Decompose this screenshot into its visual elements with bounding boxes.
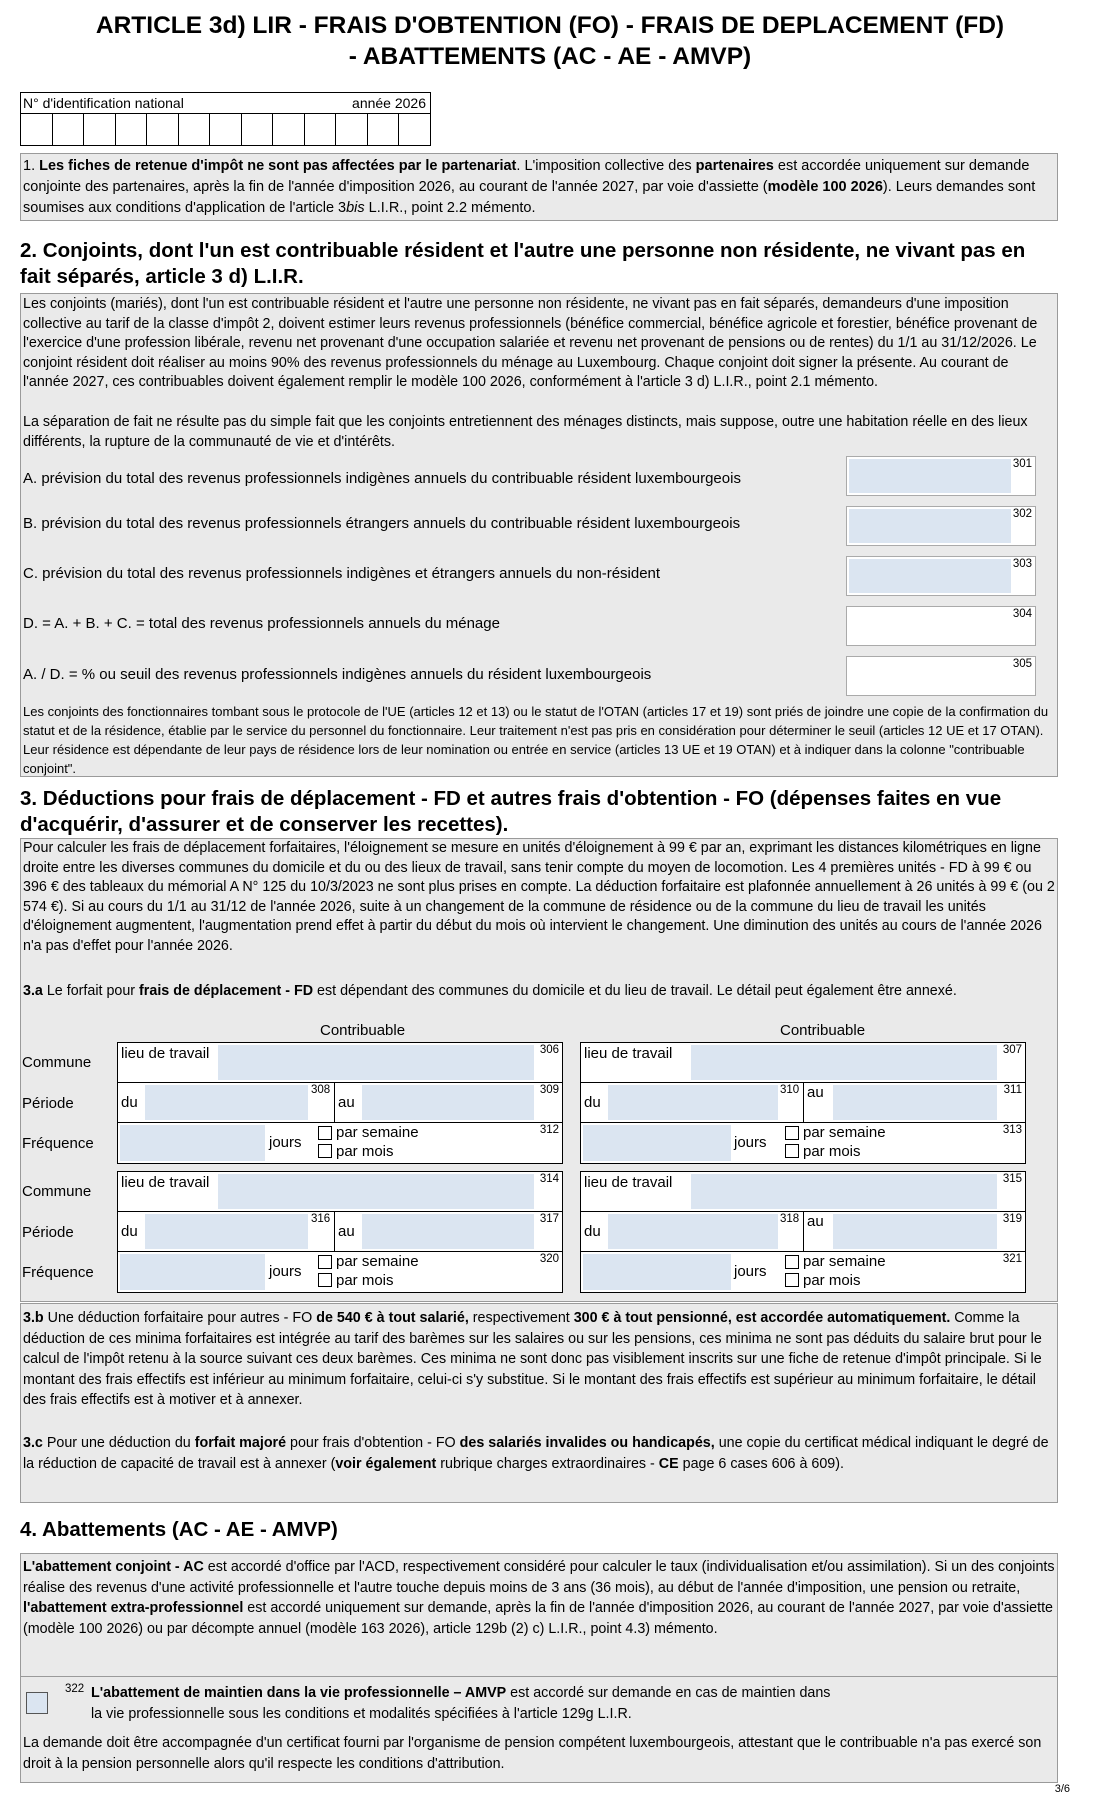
jours-label: jours xyxy=(269,1263,302,1280)
fd-row-commune xyxy=(118,1172,562,1212)
fd-row-commune xyxy=(118,1043,562,1083)
s3a-lead: 3.a xyxy=(23,983,43,999)
au-input[interactable] xyxy=(833,1214,997,1249)
s1-bold2: partenaires xyxy=(695,158,774,174)
id-cell[interactable] xyxy=(336,114,368,145)
au-label: au xyxy=(807,1213,824,1230)
field-num: 309 xyxy=(539,1084,559,1096)
s2-row-c-label: C. prévision du total des revenus professionnels indigènes et étrangers annuels du non-résident xyxy=(23,565,661,582)
fd-table-right-2 xyxy=(580,1171,1026,1293)
au-input[interactable] xyxy=(362,1214,534,1249)
lieu-label: lieu de travail xyxy=(121,1174,210,1191)
s2-field-302[interactable]: 302 xyxy=(846,506,1036,546)
mois-label: par mois xyxy=(803,1143,861,1160)
fd-row-periode xyxy=(581,1212,1025,1252)
id-cell[interactable] xyxy=(179,114,211,145)
s4-t2: est accordé uniquement sur demande, après la fin de l'année d'imposition 2026, au courant de l'année 2027, par voie d'assiette (modèle 100 2026) ou par décompte annuel (modèle 163 2026), article 129b (2) c) L.I.R., point 4.3) mémento. xyxy=(23,1600,1053,1637)
fd-table-right-1 xyxy=(580,1042,1026,1164)
s1-lead: 1. xyxy=(23,158,40,174)
field-num: 306 xyxy=(539,1044,559,1056)
par-mois-checkbox[interactable] xyxy=(785,1144,799,1158)
s3b-lead: 3.b xyxy=(23,1310,44,1326)
field-num: 319 xyxy=(1002,1213,1022,1225)
fd-row-periode xyxy=(581,1083,1025,1123)
field-num: 313 xyxy=(1002,1124,1022,1136)
s2-note: Les conjoints des fonctionnaires tombant sous le protocole de l'UE (articles 12 et 13) ou le statut de l'OTAN (articles 17 et 19) sont priés de joindre une copie de la confirmation du statut et de la résidence, établie par le service du personnel du fonctionnaire. Leur traitement n'est pas pris en considération pour déterminer le seuil (articles 12 UE et 17 OTAN). Leur résidence est dépendante de leur pays de résidence lors de leur nomination ou entrée en service (articles 13 UE et 19 OTAN) et à indiquer dans la colonne "contribuable conjoint". xyxy=(23,704,1049,776)
id-cell[interactable] xyxy=(273,114,305,145)
side-label-commune-2: Commune xyxy=(22,1183,92,1200)
side-label-commune-1: Commune xyxy=(22,1054,92,1071)
amvp-bold: L'abattement de maintien dans la vie professionnelle – AMVP xyxy=(91,1685,507,1701)
lieu-label: lieu de travail xyxy=(121,1045,210,1062)
section-3b-panel xyxy=(20,1303,1058,1439)
semaine-label: par semaine xyxy=(336,1124,419,1141)
fd-row-frequence xyxy=(581,1252,1025,1292)
col-header-right: Contribuable xyxy=(780,1022,866,1039)
amvp-num: 322 xyxy=(65,1683,85,1695)
s2-field-303[interactable]: 303 xyxy=(846,556,1036,596)
id-cell[interactable] xyxy=(399,114,430,145)
field-num: 307 xyxy=(1002,1044,1022,1056)
fd-row-periode xyxy=(118,1083,562,1123)
col-header-left: Contribuable xyxy=(320,1022,406,1039)
field-num: 308 xyxy=(311,1084,331,1096)
mois-label: par mois xyxy=(336,1143,394,1160)
field-num: 320 xyxy=(539,1253,559,1265)
id-cell[interactable] xyxy=(21,114,53,145)
amvp-note: La demande doit être accompagnée d'un certificat fourni par l'organisme de pension compétent luxembourgeois, attestant que le contribuable n'a pas exercé son droit à la pension personnelle alors qu'il respecte les conditions d'attribution. xyxy=(23,1735,1042,1772)
fd-row-frequence xyxy=(118,1252,562,1292)
field-num: 315 xyxy=(1002,1173,1022,1185)
section-4-heading: 4. Abattements (AC - AE - AMVP) xyxy=(20,1518,338,1541)
section-3-heading: 3. Déductions pour frais de déplacement - FD et autres frais d'obtention - FO (dépenses faites en vue d'acquérir, d'assurer et de conserver les recettes). xyxy=(20,787,1002,836)
s2-row-ad-label: A. / D. = % ou seuil des revenus professionnels indigènes annuels du résident luxembourgeois xyxy=(23,666,652,683)
s3a-t1: Le forfait pour xyxy=(42,983,140,999)
section-3c-panel xyxy=(20,1427,1058,1503)
au-label: au xyxy=(338,1223,355,1240)
s2-row-d-label: D. = A. + B. + C. = total des revenus professionnels annuels du ménage xyxy=(23,615,500,632)
s1-t1: . L'imposition collective des xyxy=(516,158,696,174)
id-cell[interactable] xyxy=(116,114,148,145)
amvp-line-2: la vie professionnelle sous les conditions et modalités spécifiées à l'article 129g L.I.R. xyxy=(91,1706,632,1722)
section-4-panel xyxy=(20,1553,1058,1677)
year-label: année 2026 xyxy=(352,95,426,111)
s3c-t2: pour frais d'obtention - FO xyxy=(286,1435,460,1451)
field-num: 321 xyxy=(1002,1253,1022,1265)
semaine-label: par semaine xyxy=(803,1124,886,1141)
id-cells xyxy=(21,113,430,145)
fd-row-commune xyxy=(581,1172,1025,1212)
amvp-line-1 xyxy=(91,1683,830,1704)
s2-para1: Les conjoints (mariés), dont l'un est contribuable résident et l'autre une personne non résidente, ne vivant pas en fait séparés, demandeurs d'une imposition collective au tarif de la classe d'impôt 2, doivent estimer leurs revenus professionnels (bénéfice commercial, bénéfice agricole et forestier, bénéfice provenant de l'exercice d'une profession libérale, revenu net provenant d'une occupation salariée et revenu net provenant de pensions ou de rentes) du 1/1 au 31/12/2026. Le conjoint résident doit réaliser au moins 90% des revenus professionnels du ménage au Luxembourg. Chaque conjoint doit signer la présente. Au courant de l'année 2027, ces contribuables doivent également remplir le modèle 100 2026, conformément à l'article 3 d) L.I.R., point 2.1 mémento. xyxy=(23,296,1038,391)
s4-bold2: l'abattement extra-professionnel xyxy=(23,1600,244,1616)
s3c-bold2: des salariés invalides ou handicapés, xyxy=(459,1435,715,1451)
s3c-lead: 3.c xyxy=(23,1435,43,1451)
du-label: du xyxy=(121,1223,138,1240)
du-label: du xyxy=(584,1094,601,1111)
s3b-bold1: de 540 € à tout salarié, xyxy=(316,1310,469,1326)
jours-input[interactable] xyxy=(120,1254,265,1290)
s3c-bold1: forfait majoré xyxy=(194,1435,287,1451)
jours-input[interactable] xyxy=(583,1254,731,1290)
id-cell[interactable] xyxy=(368,114,400,145)
lieu-input[interactable] xyxy=(218,1174,534,1209)
par-semaine-checkbox[interactable] xyxy=(318,1255,332,1269)
s2-field-301[interactable]: 301 xyxy=(846,456,1036,496)
par-mois-checkbox[interactable] xyxy=(318,1273,332,1287)
id-label: N° d'identification national xyxy=(23,95,184,111)
s3-intro: Pour calculer les frais de déplacement forfaitaires, l'éloignement se mesure en unités d'éloignement à 99 € par an, exprimant les distances kilométriques en ligne droite entre les diverses communes du domicile et du ou des lieux de travail, sans tenir compte du moyen de locomotion. Les 4 premières unités - FD à 99 € ou 396 € des tableaux du mémorial A N° 125 du 10/3/2023 ne sont plus prises en compte. La déduction forfaitaire est plafonnée annuellement à 26 unités à 99 € (ou 2 574 €). Si au cours du 1/1 au 31/12 de l'année 2026, suite à un changement de la commune de résidence ou de la commune du lieu de travail les unités d'éloignement augmentent, l'augmentation prend effet à partir du début du mois où intervient le changement. Une diminution des unités au cours de l'année 2026 n'a pas d'effet pour l'année 2026. xyxy=(23,840,1055,954)
amvp-t1: est accordé sur demande en cas de maintien dans xyxy=(506,1685,831,1701)
jours-label: jours xyxy=(734,1134,767,1151)
s2-field-304[interactable]: 304 xyxy=(846,606,1036,646)
field-num: 311 xyxy=(1003,1084,1022,1096)
par-semaine-checkbox[interactable] xyxy=(785,1255,799,1269)
s3b-text xyxy=(21,1304,1057,1413)
s4-t1: est accordé d'office par l'ACD, respectivement considéré pour calculer le taux (individualisation et/ou assimilation). Si un des conjoints réalise des revenus d'une activité professionnelle et l'autre touche depuis moins de 3 ans (36 mois), au début de l'année d'imposition, une pension ou retraite, xyxy=(23,1559,1055,1596)
s3c-text xyxy=(21,1427,1057,1476)
lieu-input[interactable] xyxy=(691,1174,997,1209)
amvp-panel xyxy=(20,1677,1058,1783)
s1-t4: L.I.R., point 2.2 mémento. xyxy=(364,200,536,216)
page-title xyxy=(20,10,1080,72)
s3c-bold4: CE xyxy=(658,1455,679,1472)
title-line-1: ARTICLE 3d) LIR - FRAIS D'OBTENTION (FO) - FRAIS DE DEPLACEMENT (FD) xyxy=(95,12,1005,39)
fd-row-frequence xyxy=(581,1123,1025,1163)
au-label: au xyxy=(807,1084,824,1101)
par-semaine-checkbox[interactable] xyxy=(318,1126,332,1140)
par-semaine-checkbox[interactable] xyxy=(785,1126,799,1140)
s1-italic: bis xyxy=(346,200,365,216)
title-line-2: - ABATTEMENTS (AC - AE - AMVP) xyxy=(348,43,752,70)
field-num: 318 xyxy=(780,1213,800,1225)
side-label-frequence-2: Fréquence xyxy=(22,1264,94,1281)
s3a-t2: est dépendant des communes du domicile et du lieu de travail. Le détail peut également être annexé. xyxy=(313,983,957,999)
fd-table-left-1 xyxy=(117,1042,563,1164)
id-cell[interactable] xyxy=(305,114,337,145)
semaine-label: par semaine xyxy=(336,1253,419,1270)
au-label: au xyxy=(338,1094,355,1111)
section-1-text xyxy=(21,154,1057,221)
side-label-periode-1: Période xyxy=(22,1095,74,1112)
id-box xyxy=(20,92,431,146)
jours-input[interactable] xyxy=(120,1125,265,1161)
id-cell[interactable] xyxy=(242,114,274,145)
s3b-bold2: 300 € à tout pensionné, est accordée automatiquement. xyxy=(573,1310,951,1326)
section-2-heading: 2. Conjoints, dont l'un est contribuable résident et l'autre une personne non résidente, ne vivant pas en fait séparés, article 3 d) L.I.R. xyxy=(20,239,1026,288)
section-2-panel xyxy=(20,293,1058,777)
field-num: 316 xyxy=(311,1213,331,1225)
du-input[interactable] xyxy=(608,1214,778,1249)
semaine-label: par semaine xyxy=(803,1253,886,1270)
jours-input[interactable] xyxy=(583,1125,731,1161)
fd-table-left-2 xyxy=(117,1171,563,1293)
id-cell[interactable] xyxy=(147,114,179,145)
lieu-input[interactable] xyxy=(218,1045,534,1080)
s3c-t5: page 6 cases 606 à 609). xyxy=(678,1455,844,1472)
section-1-panel xyxy=(20,153,1058,221)
field-num: 314 xyxy=(539,1173,559,1185)
s3c-bold3: voir également xyxy=(335,1455,437,1472)
id-cell[interactable] xyxy=(210,114,242,145)
s1-t2: est accordée uniquement sur demande conjointe des partenaires, après la fin de l'année d'imposition 2026, au courant de l'année 2027, par voie d'assiette ( xyxy=(23,158,1030,195)
s3b-t1: Une déduction forfaitaire pour autres - FO xyxy=(43,1310,317,1326)
du-input[interactable] xyxy=(145,1214,308,1249)
field-num: 312 xyxy=(539,1124,559,1136)
s3c-t4: rubrique charges extraordinaires - xyxy=(436,1455,659,1472)
s2-row-a-label: A. prévision du total des revenus professionnels indigènes annuels du contribuable résident luxembourgeois xyxy=(23,470,741,487)
mois-label: par mois xyxy=(336,1272,394,1289)
s2-row-b-label: B. prévision du total des revenus professionnels étrangers annuels du contribuable résident luxembourgeois xyxy=(23,515,741,532)
s4-text xyxy=(21,1554,1057,1641)
s3a-text xyxy=(23,982,1055,1002)
fd-row-periode xyxy=(118,1212,562,1252)
par-mois-checkbox[interactable] xyxy=(318,1144,332,1158)
field-num: 317 xyxy=(539,1213,559,1225)
s2-field-305[interactable]: 305 xyxy=(846,656,1036,696)
s2-para2: La séparation de fait ne résulte pas du simple fait que les conjoints entretiennent des ménages distincts, mais suppose, outre une habitation réelle en des lieux différents, la rupture de la communauté de vie et d'intérêts. xyxy=(23,414,1028,450)
au-input[interactable] xyxy=(833,1085,997,1120)
s1-bold1: Les fiches de retenue d'impôt ne sont pas affectées par le partenariat xyxy=(39,158,517,174)
s3b-t2: respectivement xyxy=(468,1310,574,1326)
s1-bold3: modèle 100 2026 xyxy=(767,179,883,195)
fd-row-commune xyxy=(581,1043,1025,1083)
id-cell[interactable] xyxy=(53,114,85,145)
s4-bold1: L'abattement conjoint - AC xyxy=(23,1559,204,1575)
s3b-t3: Comme la déduction de ces minima forfaitaires est intégrée au tarif des barèmes sur les salaires ou sur les pensions, ces minima ne sont pas déduits du salaire brut pour le calcul de l'impôt retenu à la source suivant ces deux barèmes. Ces minima ne sont donc pas visiblement inscrits sur une fiche de retenue d'impôt principale. Si le montant des frais effectifs est inférieur au minimum forfaitaire, celui-ci s'y substitue. Si le montant des frais effectifs est supérieur au minimum forfaitaire, le détail des frais effectifs est à motiver et à annexer. xyxy=(23,1310,1042,1408)
amvp-checkbox[interactable] xyxy=(26,1692,48,1714)
lieu-input[interactable] xyxy=(691,1045,997,1080)
mois-label: par mois xyxy=(803,1272,861,1289)
lieu-label: lieu de travail xyxy=(584,1045,673,1062)
side-label-periode-2: Période xyxy=(22,1224,74,1241)
jours-label: jours xyxy=(734,1263,767,1280)
s1-t3: ). Leurs demandes sont soumises aux conditions d'application de l'article 3 xyxy=(23,179,1036,216)
page-number: 3/6 xyxy=(1054,1783,1070,1795)
lieu-label: lieu de travail xyxy=(584,1174,673,1191)
s3c-t1: Pour une déduction du xyxy=(42,1435,195,1451)
du-label: du xyxy=(121,1094,138,1111)
id-cell[interactable] xyxy=(84,114,116,145)
par-mois-checkbox[interactable] xyxy=(785,1273,799,1287)
fd-row-frequence xyxy=(118,1123,562,1163)
field-num: 310 xyxy=(780,1084,800,1096)
s3a-bold: frais de déplacement - FD xyxy=(139,983,314,999)
du-label: du xyxy=(584,1223,601,1240)
side-label-frequence-1: Fréquence xyxy=(22,1135,94,1152)
du-input[interactable] xyxy=(145,1085,308,1120)
au-input[interactable] xyxy=(362,1085,534,1120)
jours-label: jours xyxy=(269,1134,302,1151)
du-input[interactable] xyxy=(608,1085,778,1120)
s3c-t3: une copie du certificat médical indiquant le degré de la réduction de capacité de travail est à annexer ( xyxy=(23,1435,1049,1472)
